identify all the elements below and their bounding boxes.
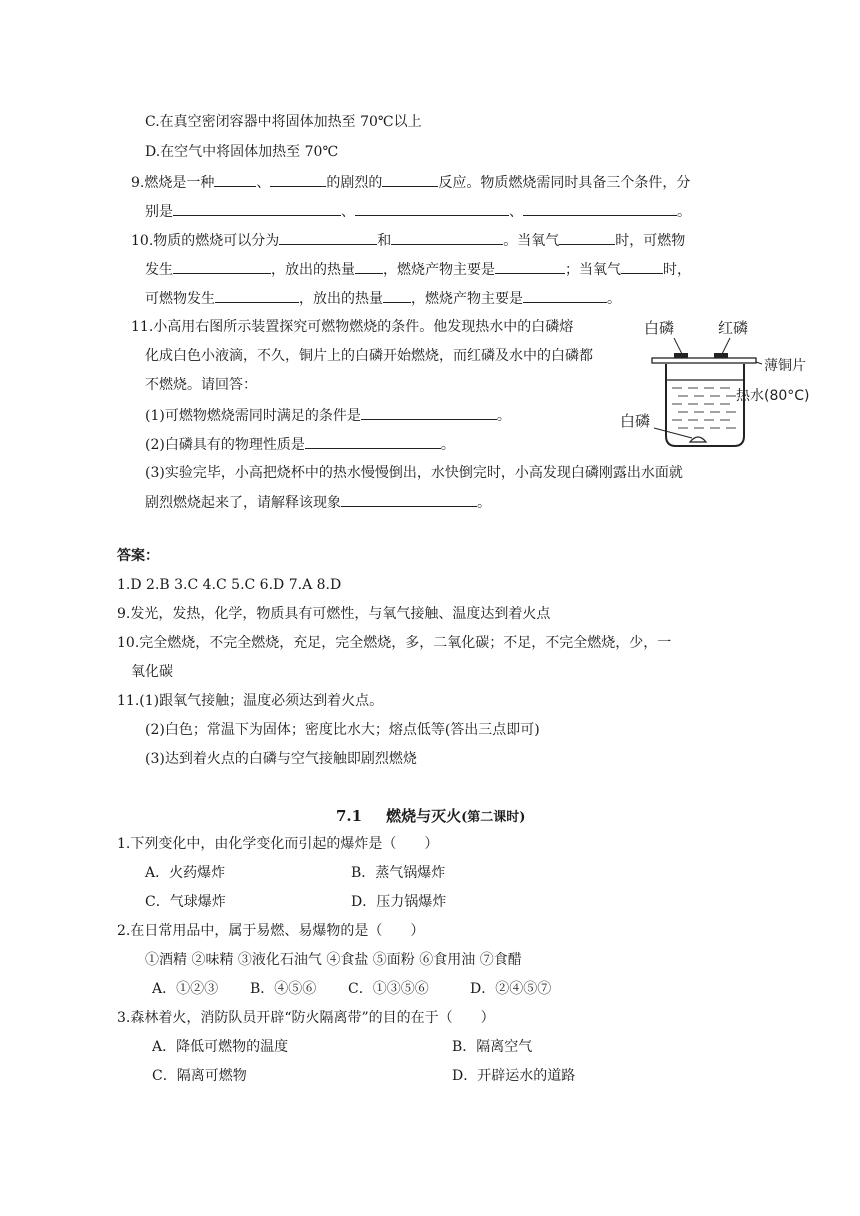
blank[interactable] [383, 288, 411, 303]
blank[interactable] [341, 492, 477, 507]
hot-water [672, 388, 736, 428]
blank[interactable] [382, 172, 438, 187]
s2-q1-option-c[interactable]: C．气球爆炸 [145, 894, 226, 910]
blank[interactable] [355, 259, 383, 274]
s2-q2-option-c[interactable]: C．①③⑤⑥ [348, 981, 429, 997]
answer-line-11-1: 11.(1)跟氧气接触；温度必须达到着火点。 [117, 693, 384, 709]
blank[interactable] [621, 259, 663, 274]
blank[interactable] [173, 259, 271, 274]
q8-option-c: C.在真空密闭容器中将固体加热至 70℃以上 [145, 114, 422, 130]
s2-q3-option-d[interactable]: D．开辟运水的道路 [452, 1068, 576, 1084]
label-white-phosphorus-bottom: 白磷 [620, 412, 651, 430]
q10-line3: 可燃物发生 ，放出的热量 ，燃烧产物主要是 。 [145, 288, 621, 309]
blank[interactable] [391, 230, 503, 245]
blank[interactable] [495, 259, 565, 274]
label-copper-sheet: 薄铜片 [764, 358, 806, 374]
q10-line2: 发生 ，放出的热量 ，燃烧产物主要是 ；当氧气 时， [145, 259, 691, 280]
q9-line1: 9.燃烧是一种 、 的剧烈的 反应。物质燃烧需同时具备三个条件，分 [131, 172, 690, 193]
s2-q3-stem: 3.森林着火，消防队员开辟“防火隔离带”的目的在于（ ） [117, 1010, 495, 1026]
s2-q2-stem: 2.在日常用品中，属于易燃、易爆物的是（ ） [117, 923, 425, 939]
s2-q2-option-a[interactable]: A．①②③ [152, 981, 219, 997]
section-title: 7.1 燃烧与灭火(第二课时) [336, 807, 526, 825]
blank[interactable] [215, 288, 299, 303]
q11-sub3-line2: 剧烈燃烧起来了，请解释该现象 。 [145, 492, 491, 513]
label-red-phosphorus: 红磷 [718, 319, 749, 337]
q11-sub2: (2)白磷具有的物理性质是 。 [145, 434, 455, 455]
s2-q3-option-c[interactable]: C．隔离可燃物 [152, 1068, 247, 1084]
q11-sub3-line1: (3)实验完毕，小高把烧杯中的热水慢慢倒出，水快倒完时，小高发现白磷刚露出水面就 [145, 465, 683, 481]
answer-line-11-3: (3)达到着火点的白磷与空气接触即剧烈燃烧 [145, 751, 417, 767]
q11-sub1: (1)可燃物燃烧需同时满足的条件是 。 [145, 405, 511, 426]
combustion-apparatus-figure [610, 310, 820, 455]
red-phosphorus-piece [714, 353, 728, 358]
s2-q2-option-b[interactable]: B．④⑤⑥ [250, 981, 317, 997]
q10-line1: 10.物质的燃烧可以分为 和 。当氧气 时，可燃物 [131, 230, 685, 251]
answer-line-9: 9.发光，发热，化学，物质具有可燃性，与氧气接触、温度达到着火点 [117, 606, 551, 622]
s2-q2-items: ①酒精 ②味精 ③液化石油气 ④食盐 ⑤面粉 ⑥食用油 ⑦食醋 [145, 952, 522, 968]
s2-q1-stem: 1.下列变化中，由化学变化而引起的爆炸是（ ） [117, 836, 439, 852]
s2-q1-option-b[interactable]: B．蒸气锅爆炸 [351, 865, 446, 881]
label-white-phosphorus-top: 白磷 [644, 319, 675, 337]
blank[interactable] [270, 172, 326, 187]
answer-line-10b: 氧化碳 [131, 664, 173, 680]
answers-heading: 答案： [117, 548, 159, 564]
blank[interactable] [355, 201, 509, 216]
blank[interactable] [279, 230, 377, 245]
q8-option-d: D.在空气中将固体加热至 70℃ [145, 144, 339, 160]
label-hot-water: 热水(80°C) [736, 388, 810, 404]
white-phosphorus-piece [674, 353, 688, 358]
blank[interactable] [305, 434, 441, 449]
q11-stem-line2: 化成白色小液滴，不久，铜片上的白磷开始燃烧，而红磷及水中的白磷都 [145, 348, 593, 364]
answer-line-1: 1.D 2.B 3.C 4.C 5.C 6.D 7.A 8.D [117, 577, 342, 593]
s2-q2-option-d[interactable]: D．②④⑤⑦ [470, 981, 552, 997]
q11-stem-line1: 11.小高用右图所示装置探究可燃物燃烧的条件。他发现热水中的白磷熔 [131, 319, 574, 335]
blank[interactable] [173, 201, 341, 216]
blank[interactable] [523, 288, 607, 303]
beaker [666, 364, 744, 446]
answer-line-10a: 10.完全燃烧，不完全燃烧，充足，完全燃烧，多，二氧化碳；不足，不完全燃烧，少，一 [117, 635, 672, 651]
s2-q3-option-b[interactable]: B．隔离空气 [452, 1039, 533, 1055]
copper-sheet [652, 358, 756, 363]
s2-q1-option-a[interactable]: A．火药爆炸 [145, 865, 226, 881]
blank[interactable] [523, 201, 677, 216]
answer-line-11-2: (2)白色；常温下为固体；密度比水大；熔点低等(答出三点即可) [145, 722, 540, 738]
blank[interactable] [361, 405, 497, 420]
blank[interactable] [559, 230, 615, 245]
s2-q1-option-d[interactable]: D．压力锅爆炸 [351, 894, 447, 910]
white-phosphorus-underwater [690, 437, 706, 442]
s2-q3-option-a[interactable]: A．降低可燃物的温度 [152, 1039, 289, 1055]
q9-line2: 别是 、 、 。 [145, 201, 691, 222]
q11-stem-line3: 不燃烧。请回答： [145, 377, 257, 393]
blank[interactable] [214, 172, 256, 187]
